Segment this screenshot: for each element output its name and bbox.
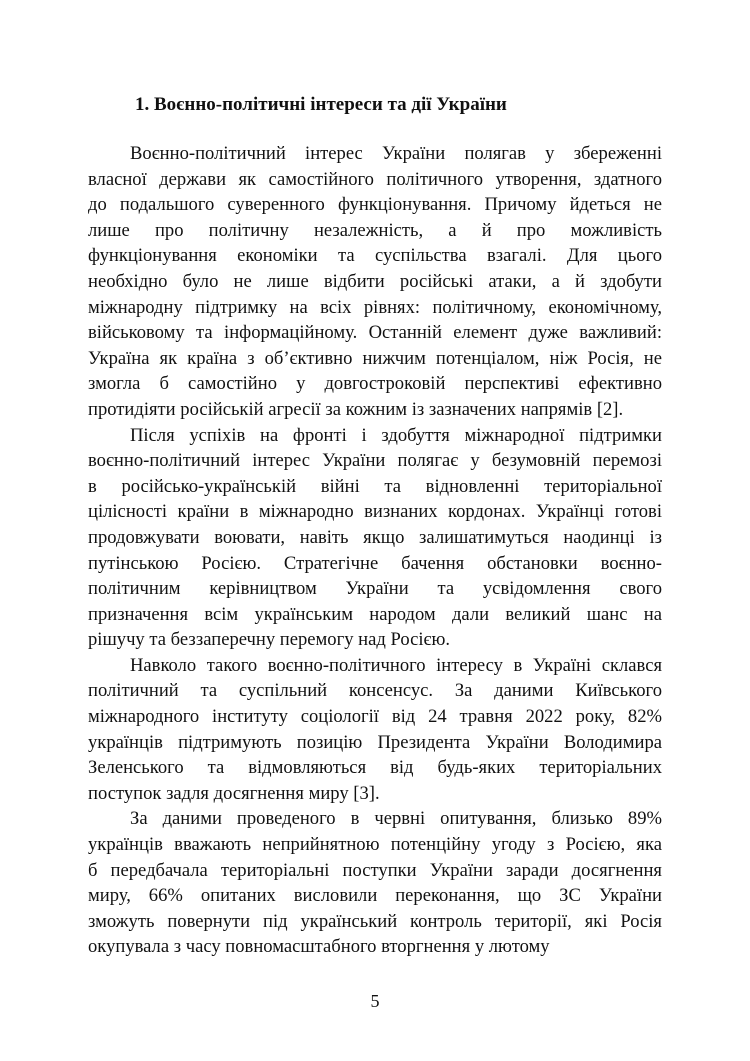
text-line: Після успіхів на фронті і здобуття міжнародної підтримки: [130, 424, 662, 446]
text-line: змогла б самостійно у довгостроковій перспективі ефективно: [88, 373, 662, 395]
text-line: Україна як країна з об’єктивно нижчим потенціалом, ніж Росія, не: [88, 347, 662, 369]
text-line: воєнно-політичний інтерес України полягає у безумовній перемозі: [88, 450, 662, 472]
text-line: українців підтримують позицію Президента України Володимира: [88, 731, 662, 753]
text-line: міжнародного інституту соціології від 24 травня 2022 року, 82%: [88, 706, 662, 728]
text-line: необхідно було не лише відбити російські атаки, а й здобути: [88, 270, 662, 292]
paragraph: [88, 806, 662, 960]
text-line: політичний та суспільний консенсус. За даними Київського: [88, 680, 662, 702]
body-text: [88, 141, 662, 960]
text-line: путінською Росією. Стратегічне бачення обстановки воєнно-: [88, 552, 662, 574]
text-line: За даними проведеного в червні опитування, близько 89%: [130, 808, 662, 830]
text-line: політичним керівництвом України та усвідомлення свого: [88, 578, 662, 600]
text-line: в російсько-українській війні та відновленні територіальної: [88, 475, 662, 497]
text-line: призначення всім українським народом дали великий шанс на: [88, 603, 662, 625]
text-line: міжнародну підтримку на всіх рівнях: політичному, економічному,: [88, 296, 662, 318]
text-line: протидіяти російській агресії за кожним із зазначених напрямів [2].: [88, 398, 624, 420]
text-line: Навколо такого воєнно-політичного інтересу в Україні склався: [130, 654, 662, 676]
text-line: лише про політичну незалежність, а й про можливість: [88, 219, 662, 241]
text-line: поступок задля досягнення миру [3].: [88, 782, 380, 804]
text-line: Воєнно-політичний інтерес України полягав у збереженні: [130, 143, 662, 164]
text-line: цілісності країни в міжнародно визнаних кордонах. Українці готові: [88, 501, 662, 523]
text-line: власної держави як самостійного політичного утворення, здатного: [88, 168, 662, 190]
paragraph: [88, 423, 662, 653]
text-line: миру, 66% опитаних висловили переконання, що ЗС України: [88, 885, 662, 907]
text-line: зможуть повернути під український контроль території, які Росія: [88, 910, 662, 932]
text-line: Зеленського та відмовляються від будь-яких територіальних: [88, 757, 662, 779]
text-line: до подальшого суверенного функціонування. Причому йдеться не: [88, 194, 662, 216]
text-line: рішучу та беззаперечну перемогу над Росією.: [88, 629, 451, 651]
text-line: військовому та інформаційному. Останній елемент дуже важливий:: [88, 322, 662, 344]
paragraph: [88, 141, 662, 423]
text-line: українців вважають неприйнятною потенційну угоду з Росією, яка: [88, 834, 662, 856]
text-line: продовжувати воювати, навіть якщо залишатимуться наодинці із: [88, 526, 662, 548]
text-line: функціонування економіки та суспільства взагалі. Для цього: [88, 245, 662, 267]
paragraph: [88, 653, 662, 807]
text-line: окупувала з часу повномасштабного вторгнення у лютому: [88, 936, 550, 958]
page-number: 5: [370, 991, 380, 1011]
section-heading: 1. Воєнно-політичні інтереси та дії України: [135, 94, 507, 115]
text-line: б передбачала територіальні поступки України заради досягнення: [88, 859, 662, 881]
